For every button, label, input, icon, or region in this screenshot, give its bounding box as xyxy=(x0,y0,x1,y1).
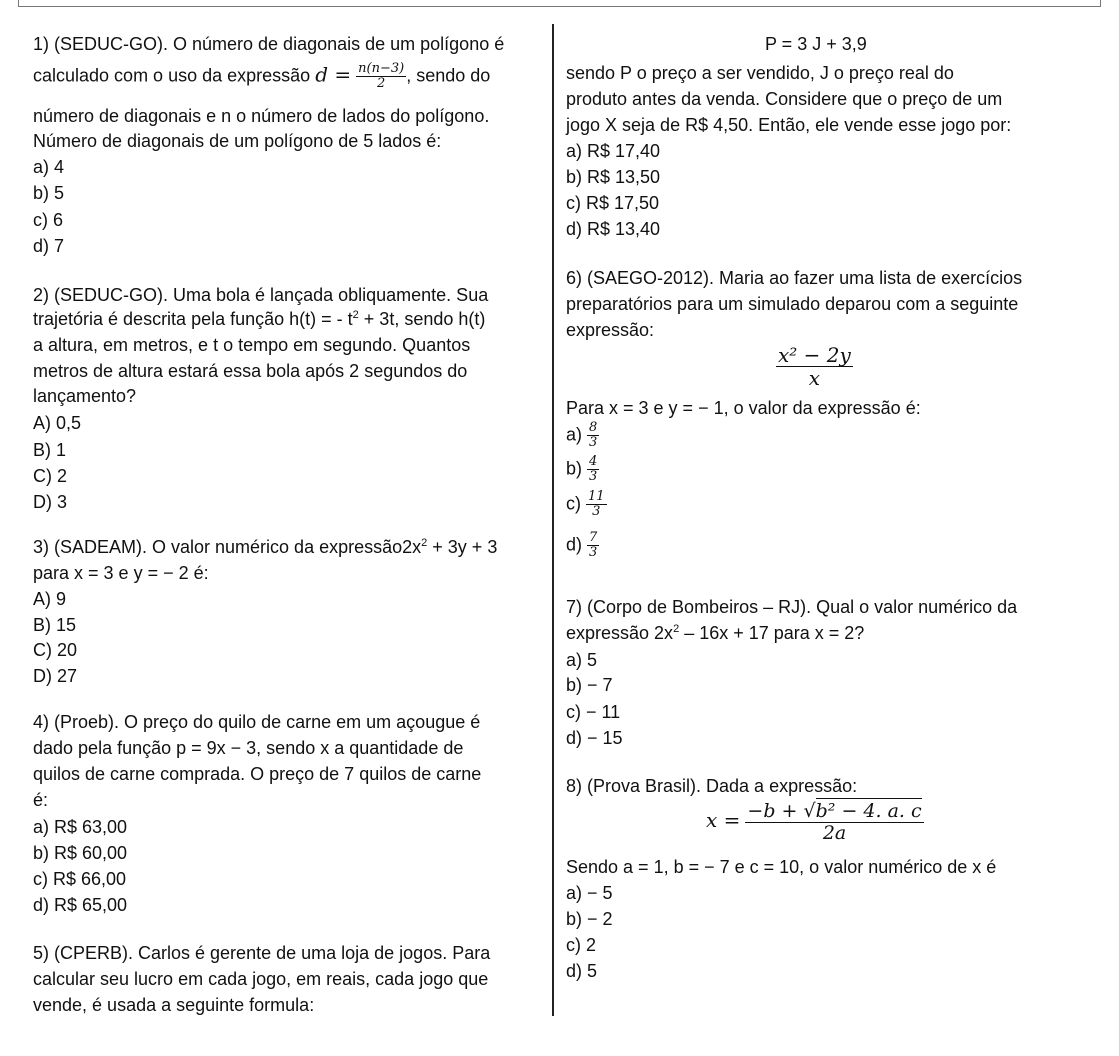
q6-option-a xyxy=(566,421,599,451)
q4-option-c: c) R$ 66,00 xyxy=(33,869,127,889)
q1-line1: 1) (SEDUC-GO). O número de diagonais de um polígono é xyxy=(33,34,505,54)
q7-option-a: a) 5 xyxy=(566,650,598,670)
q3-line1-post: + 3y + 3 xyxy=(427,537,498,557)
q8-formula-den: 2a xyxy=(822,821,847,844)
q5-line6: jogo X seja de R$ 4,50. Então, ele vende esse jogo por: xyxy=(566,115,1012,135)
q5-line3: vende, é usada a seguinte formula: xyxy=(33,995,315,1015)
q6-line2: preparatórios para um simulado deparou com a seguinte xyxy=(566,294,1019,314)
q7-line1: 7) (Corpo de Bombeiros – RJ). Qual o valor numérico da xyxy=(566,597,1018,617)
q8-line1: 8) (Prova Brasil). Dada a expressão: xyxy=(566,776,858,796)
q4-option-d: d) R$ 65,00 xyxy=(33,895,128,915)
q6-option-c-label: c) xyxy=(566,493,581,514)
q8-formula-lhs: x = xyxy=(706,808,741,833)
q2-option-b: B) 1 xyxy=(33,440,67,460)
q5-option-b: b) R$ 13,50 xyxy=(566,167,661,187)
column-divider xyxy=(552,24,554,1016)
q1-option-a: a) 4 xyxy=(33,157,65,177)
q6-expression-fraction xyxy=(776,344,853,389)
q8-formula-num-radicand: b² − 4. a. c xyxy=(815,800,922,822)
q1-option-c: c) 6 xyxy=(33,210,64,230)
q4-line3: quilos de carne comprada. O preço de 7 quilos de carne xyxy=(33,764,482,784)
q3-line2: para x = 3 e y = − 2 é: xyxy=(33,563,209,583)
q4-line2: dado pela função p = 9x − 3, sendo x a quantidade de xyxy=(33,738,464,758)
q2-option-a: A) 0,5 xyxy=(33,413,82,433)
q2-option-d: D) 3 xyxy=(33,492,68,512)
q8-formula-num-pre: −b + √ xyxy=(747,800,816,822)
q6-option-d-num: 7 xyxy=(589,530,598,545)
q5-line4: sendo P o preço a ser vendido, J o preço real do xyxy=(566,63,954,83)
q7-line2-post: – 16x + 17 para x = 2? xyxy=(679,623,865,643)
q6-option-a-label: a) xyxy=(566,424,583,445)
q5-line5: produto antes da venda. Considere que o preço de um xyxy=(566,89,1003,109)
q2-line1: 2) (SEDUC-GO). Uma bola é lançada obliquamente. Sua xyxy=(33,285,489,305)
q5-line1: 5) (CPERB). Carlos é gerente de uma loja de jogos. Para xyxy=(33,943,491,963)
q3-option-b: B) 15 xyxy=(33,615,77,635)
q8-line2: Sendo a = 1, b = − 7 e c = 10, o valor numérico de x é xyxy=(566,857,997,877)
q4-line1: 4) (Proeb). O preço do quilo de carne em um açougue é xyxy=(33,712,481,732)
q1-formula-lhs: d = xyxy=(315,62,352,87)
q6-option-b-num: 4 xyxy=(589,454,598,469)
q6-line4: Para x = 3 e y = − 1, o valor da expressão é: xyxy=(566,398,921,418)
q6-option-b-fraction xyxy=(587,455,599,485)
q3-option-a: A) 9 xyxy=(33,589,67,609)
q6-option-a-fraction xyxy=(587,421,599,451)
q6-option-c-num: 11 xyxy=(588,489,605,504)
q2-line2 xyxy=(33,309,485,331)
q7-option-d: d) − 15 xyxy=(566,728,623,748)
q7-line2-pre: expressão 2x xyxy=(566,623,674,643)
q6-option-c-den: 3 xyxy=(592,504,601,520)
q1-line4: Número de diagonais de um polígono de 5 lados é: xyxy=(33,131,442,151)
q8-formula-num xyxy=(745,801,923,823)
q4-option-a: a) R$ 63,00 xyxy=(33,817,128,837)
q4-option-b: b) R$ 60,00 xyxy=(33,843,128,863)
q6-option-d-den: 3 xyxy=(589,545,598,561)
q6-line3: expressão: xyxy=(566,320,655,340)
q1-formula-num: n(n−3) xyxy=(358,61,405,76)
q7-option-c: c) − 11 xyxy=(566,702,621,722)
q6-option-d xyxy=(566,531,599,561)
q2-line2-pre: trajetória é descrita pela função h(t) = - t xyxy=(33,309,353,329)
q1-line2 xyxy=(33,62,490,92)
q8-option-a: a) − 5 xyxy=(566,883,613,903)
q3-line1-exp: 2 xyxy=(421,537,428,549)
q2-option-c: C) 2 xyxy=(33,466,68,486)
q6-expression-num: x² − 2y xyxy=(778,343,851,367)
q6-option-b xyxy=(566,455,599,485)
q1-line3: número de diagonais e n o número de lados do polígono. xyxy=(33,106,490,126)
top-border xyxy=(18,0,1101,7)
q8-formula-fraction xyxy=(745,801,923,844)
q7-line2 xyxy=(566,623,864,645)
q7-line2-exp: 2 xyxy=(673,623,680,635)
q6-option-c xyxy=(566,490,607,520)
q6-option-b-den: 3 xyxy=(589,469,598,485)
q2-line2-exp: 2 xyxy=(352,309,359,321)
q5-line2: calcular seu lucro em cada jogo, em reais, cada jogo que xyxy=(33,969,489,989)
q6-line1: 6) (SAEGO-2012). Maria ao fazer uma lista de exercícios xyxy=(566,268,1023,288)
q8-option-c: c) 2 xyxy=(566,935,597,955)
q6-expression xyxy=(776,344,853,389)
q6-option-d-label: d) xyxy=(566,534,583,555)
q2-line4: metros de altura estará essa bola após 2 segundos do xyxy=(33,361,468,381)
q8-formula xyxy=(706,801,924,844)
q6-option-a-num: 8 xyxy=(589,420,598,435)
q3-option-c: C) 20 xyxy=(33,640,78,660)
q1-formula-fraction xyxy=(356,62,406,92)
q1-option-d: d) 7 xyxy=(33,236,65,256)
q5-option-d: d) R$ 13,40 xyxy=(566,219,661,239)
q5-option-c: c) R$ 17,50 xyxy=(566,193,660,213)
q3-line1 xyxy=(33,537,497,559)
q6-option-d-fraction xyxy=(587,531,599,561)
q6-expression-den: x xyxy=(808,366,821,390)
q1-line2-post: , sendo do xyxy=(406,65,491,86)
q2-line2-post: + 3t, sendo h(t) xyxy=(358,309,486,329)
q1-formula-den: 2 xyxy=(377,76,386,92)
q8-option-d: d) 5 xyxy=(566,961,598,981)
q7-option-b: b) − 7 xyxy=(566,675,613,695)
q4-line4: é: xyxy=(33,790,49,810)
q2-line5: lançamento? xyxy=(33,386,137,406)
q2-line3: a altura, em metros, e t o tempo em segundo. Quantos xyxy=(33,335,471,355)
q5-option-a: a) R$ 17,40 xyxy=(566,141,661,161)
q8-option-b: b) − 2 xyxy=(566,909,613,929)
q6-option-a-den: 3 xyxy=(589,435,598,451)
q6-option-b-label: b) xyxy=(566,458,583,479)
q1-line2-pre: calculado com o uso da expressão xyxy=(33,65,311,86)
q3-option-d: D) 27 xyxy=(33,666,78,686)
q6-option-c-fraction xyxy=(586,490,607,520)
q5-formula: P = 3 J + 3,9 xyxy=(765,34,867,54)
q3-line1-pre: 3) (SADEAM). O valor numérico da expressão2x xyxy=(33,537,422,557)
q1-option-b: b) 5 xyxy=(33,183,65,203)
